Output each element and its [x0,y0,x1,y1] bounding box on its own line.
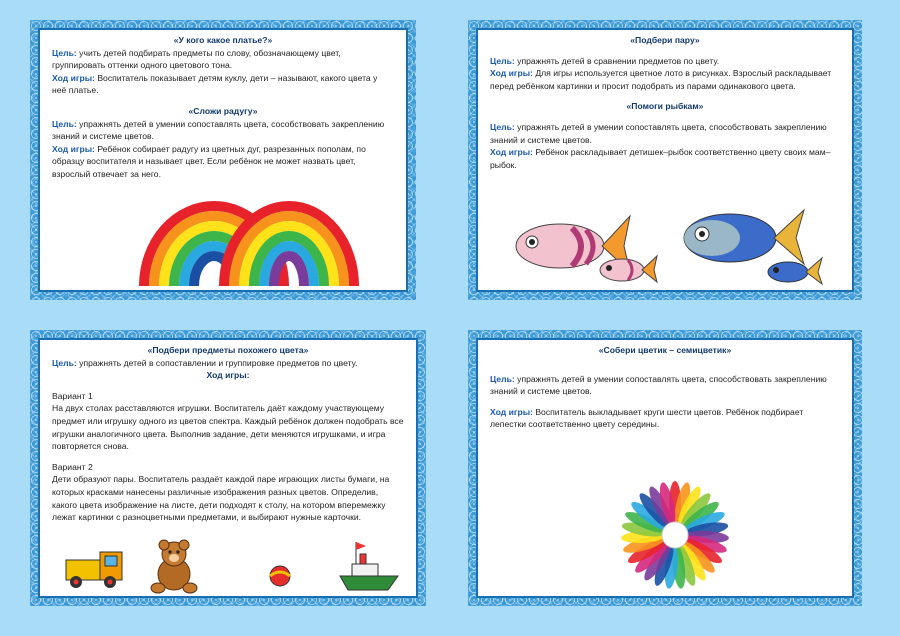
goal-text: упражнять детей в сопоставлении и группировке предметов по цвету. [79,357,358,368]
variant2-text: Дети образуют пары. Воспитатель раздаёт каждой паре играющих листы бумаги, на которых красками нанесены различные изображения разных цветов. Определив, какого цвета изображение на листе, дети подходят к столу, на котором вперемежку лежат картинки с разноцветными предметами, и выбирают нужные карточки. [52,474,390,523]
move-text: Ребёнок раскладывает детишек–рыбок соответственно цвету своих мам–рыбок. [490,147,831,170]
game-title-dress: «У кого какое платье?» [173,35,273,45]
goal-label: Цель: [52,47,77,58]
goal-label: Цель: [490,373,515,384]
game-title-rainbow: «Сложи радугу» [188,105,258,116]
goal-text: учить детей подбирать предметы по слову, обозначающему цвет, группировать оттенки одного цветового тона. [52,47,341,71]
ball-icon [270,566,290,586]
toys-image [60,538,400,596]
card-content [478,340,852,596]
game-title-flower: «Собери цветик – семицветик» [598,345,732,355]
goal-text: упражнять детей в сравнении предметов по цвету. [517,55,720,66]
goal-label: Цель: [52,357,77,368]
move-paragraph [490,406,840,431]
move-heading: Ход игры: [206,370,250,381]
move-paragraph [490,67,840,92]
game-title-pairs: «Подбери пару» [630,35,700,45]
move-label: Ход игры: [490,147,533,158]
move-paragraph [490,146,840,171]
goal-text: упражнять детей в умении сопоставлять цвета, сособствовать закреплению знаний и системе цветов. [52,118,385,142]
variant1-text: На двух столах расставляются игрушки. Воспитатель даёт каждому участвующему предмет или игрушку одного из цветов спектра. Каждый ребёнок должен подобрать все игрушки аналогичного цвета. Выполнив задание, дети меняются игрушками, и игра повторяется снова. [52,403,404,452]
mother-fish-blue-icon [684,210,804,264]
boat-icon [340,542,398,590]
rainbow-image [134,190,364,290]
goal-text: упражнять детей в умении сопоставлять цвета, способствовать закреплению знаний и системе цветов. [490,373,827,397]
move-label: Ход игры: [52,143,95,154]
flower-image [620,480,730,590]
goal-label: Цель: [52,118,77,129]
move-text: Воспитатель показывает детям куклу, дети – называют, какого цвета у неё платье. [52,72,378,96]
baby-fish-pink-icon [600,256,657,282]
goal-paragraph [52,118,394,143]
move-text: Для игры используется цветное лото в рисунках. Взрослый раскладывает перед ребёнком картинки и просит подобрать из парами одинакового цвета. [490,68,832,91]
goal-paragraph [490,55,840,68]
goal-paragraph [52,357,404,370]
goal-paragraph [490,121,840,146]
goal-paragraph [52,47,394,72]
move-paragraph [52,72,394,97]
move-paragraph [52,143,394,181]
move-text: Воспитатель выкладывает круги шести цветов. Ребёнок подбирает лепестки соответственно цвету середины. [490,406,804,430]
card-pairs-fish [468,20,862,300]
variant2-label: Вариант 2 [52,461,93,472]
move-label: Ход игры: [490,68,533,79]
variant1-label: Вариант 1 [52,390,93,401]
card-seven-color-flower [468,330,862,606]
card-content [40,30,406,290]
teddy-bear-icon [151,540,197,593]
card-content [40,340,416,596]
goal-label: Цель: [490,55,515,66]
card-similar-color [30,330,426,606]
fish-image [512,202,842,286]
card-content [478,30,852,290]
goal-label: Цель: [490,121,515,132]
move-text: Ребёнок собирает радугу из цветных дуг, разрезанных пополам, по образцу воспитателя и называет цвет. Если ребёнок не может назвать цвет, взрослый отвечает за него. [52,143,366,179]
truck-icon [66,552,122,588]
goal-text: упражнять детей в умении сопоставлять цвета, способствовать закреплению знаний и системе цветов. [490,121,827,145]
game-title-fish: «Помоги рыбкам» [626,101,704,112]
game-title-similar: «Подбери предметы похожего цвета» [147,345,309,355]
goal-paragraph [490,373,840,398]
move-label: Ход игры: [52,72,95,83]
baby-fish-blue-icon [768,258,822,284]
move-label: Ход игры: [490,406,533,417]
card-dress-rainbow [30,20,416,300]
